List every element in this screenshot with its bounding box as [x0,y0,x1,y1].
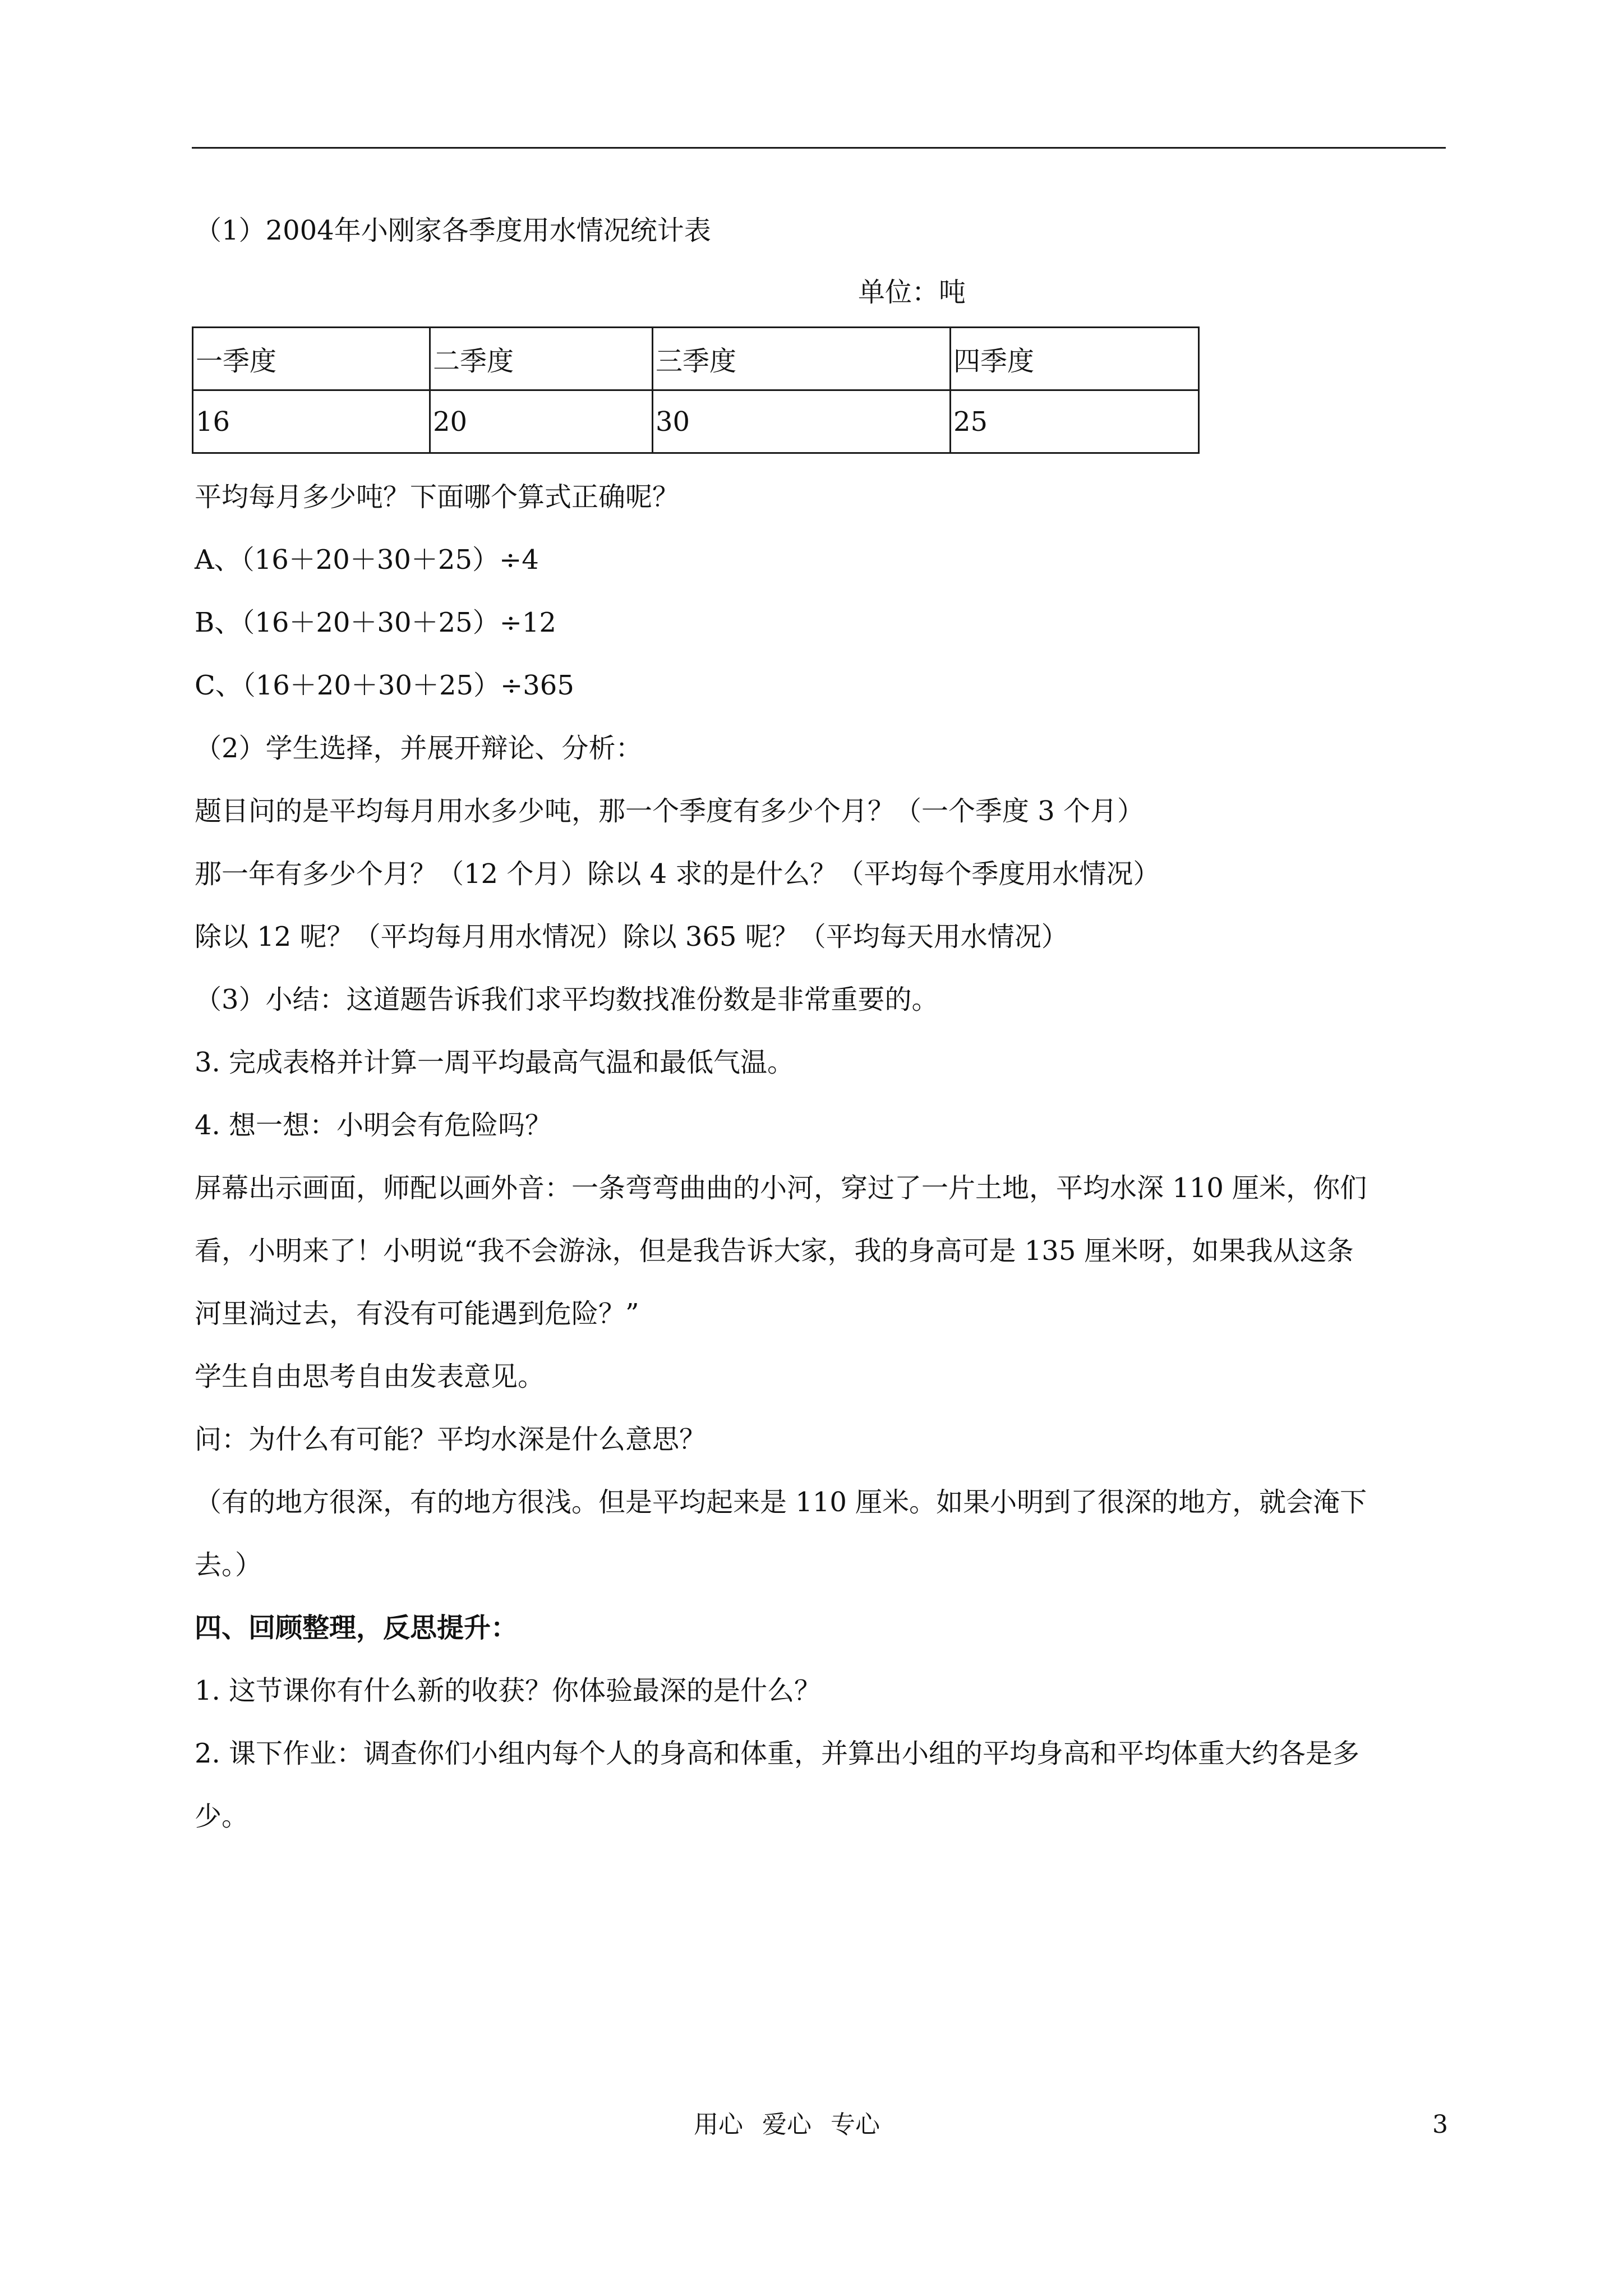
table-header-cell: 三季度 [653,328,951,390]
option-a: A、（16＋20＋30＋25）÷4 [195,544,539,576]
table-cell: 25 [951,390,1199,453]
page-number: 3 [1432,2110,1448,2139]
story-line: 问：为什么有可能？平均水深是什么意思？ [195,1424,707,1455]
table-cell: 16 [193,390,430,453]
option-c: C、（16＋20＋30＋25）÷365 [195,670,574,701]
discussion-line: （2）学生选择，并展开辩论、分析： [195,733,643,764]
header-rule [192,147,1446,149]
table-header-cell: 二季度 [430,328,653,390]
story-line: 去。） [195,1549,262,1581]
item-3: 3. 完成表格并计算一周平均最高气温和最低气温。 [195,1047,795,1078]
section-heading: 四、回顾整理，反思提升： [195,1612,518,1644]
story-line: 学生自由思考自由发表意见。 [195,1361,545,1392]
table-cell: 20 [430,390,653,453]
summary-line: （3）小结：这道题告诉我们求平均数找准份数是非常重要的。 [195,984,939,1015]
item-4: 4. 想一想：小明会有危险吗？ [195,1110,552,1141]
review-line: 1. 这节课你有什么新的收获？你体验最深的是什么？ [195,1675,822,1706]
water-usage-table [192,326,1200,454]
table-cell: 30 [653,390,951,453]
review-line: 少。 [195,1801,249,1832]
table-unit: 单位：吨 [858,277,966,308]
discussion-line: 除以 12 呢？（平均每月用水情况）除以 365 呢？（平均每天用水情况） [195,921,1068,953]
discussion-line: 题目问的是平均每月用水多少吨，那一个季度有多少个月？（一个季度 3 个月） [195,795,1145,827]
table-row [193,390,1199,453]
table-header-row [193,328,1199,390]
story-line: 看，小明来了！小明说“我不会游泳，但是我告诉大家，我的身高可是 135 厘米呀，如果我从这条 [195,1235,1354,1267]
story-line: 屏幕出示画面，师配以画外音：一条弯弯曲曲的小河，穿过了一片土地，平均水深 110 厘米，你们 [195,1172,1367,1204]
discussion-line: 那一年有多少个月？（12 个月）除以 4 求的是什么？（平均每个季度用水情况） [195,858,1160,890]
story-line: 河里淌过去，有没有可能遇到危险？” [195,1298,639,1329]
table-header-cell: 四季度 [951,328,1199,390]
story-line: （有的地方很深，有的地方很浅。但是平均起来是 110 厘米。如果小明到了很深的地方，就会淹下 [195,1487,1367,1518]
footer-text: 用心 爱心 专心 [694,2110,880,2139]
review-line: 2. 课下作业：调查你们小组内每个人的身高和体重，并算出小组的平均身高和平均体重大约各是多 [195,1738,1360,1769]
option-b: B、（16＋20＋30＋25）÷12 [195,607,556,638]
question: 平均每月多少吨？下面哪个算式正确呢？ [195,481,680,513]
table-header-cell: 一季度 [193,328,430,390]
table-title: （1）2004年小刚家各季度用水情况统计表 [195,215,711,246]
